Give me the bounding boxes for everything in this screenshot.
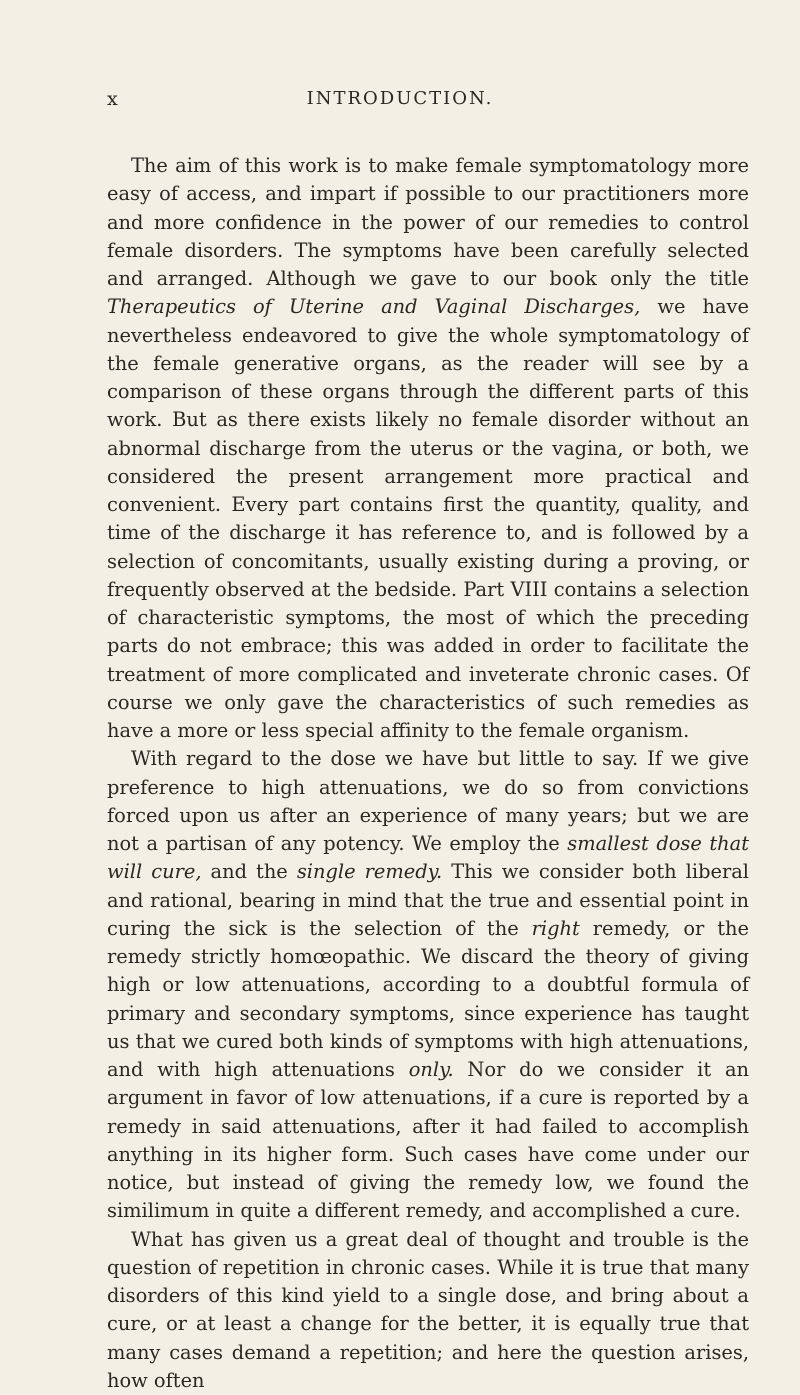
emphasis-italic: only. [409,1058,454,1081]
paragraph-aim [107,152,749,745]
emphasis-italic: single remedy. [297,860,442,883]
text-run: What has given us a great deal of thought and trouble is the question of repetition in chronic cases. While it is true that many disorders of this kind yield to a single dose, and bring about a cure, or at least a change for the better, it is equally true that many cases demand a repetition; and here the question arises, how often [107,1228,749,1392]
body-text [107,152,749,1395]
text-run: This we consider both liberal and rational, bearing in mind that the true and essential point in curing the sick is the selection of the [107,860,749,940]
book-title-italic: Therapeutics of Uterine and Vaginal Discharges, [107,295,640,318]
page-number: x [107,88,119,110]
page-header [0,88,800,118]
text-run: The aim of this work is to make female symptomatology more easy of access, and impart if possible to our practitioners more and more confidence in the power of our remedies to control female disorders. The symptoms have been carefully selected and arranged. Although we gave to our book only the title [107,154,749,290]
running-title: INTRODUCTION. [0,88,800,109]
emphasis-italic: smallest dose that will cure, [107,832,749,883]
emphasis-italic: right [532,917,580,940]
text-run: we have nevertheless endeavored to give the whole symptomatology of the female generative organs, as the reader will see by a comparison of these organs through the different parts of this work. But as there exists likely no female disorder without an abnormal discharge from the uterus or the vagina, or both, we considered the present arrangement more practical and convenient. Every part contains first the quantity, quality, and time of the discharge it has reference to, and is followed by a selection of concomitants, usually existing during a proving, or frequently observed at the bedside. Part VIII contains a selection of characteristic symptoms, the most of which the preceding parts do not embrace; this was added in order to facilitate the treatment of more complicated and inveterate chronic cases. Of course we only gave the characteristics of such remedies as have a more or less special affinity to the female organism. [107,295,749,742]
text-run: and the [202,860,297,883]
text-run: With regard to the dose we have but little to say. If we give preference to high attenuations, we do so from convictions forced upon us after an experience of many years; but we are not a partisan of any potency. We employ the [107,747,749,855]
text-run: remedy, or the remedy strictly homœopathic. We discard the theory of giving high or low attenuations, according to a doubtful formula of primary and secondary symptoms, since experience has taught us that we cured both kinds of symptoms with high attenuations, and with high attenuations [107,917,749,1081]
text-run: Nor do we consider it an argument in favor of low attenuations, if a cure is reported by a remedy in said attenuations, after it had failed to accomplish anything in its higher form. Such cases have come under our notice, but instead of giving the remedy low, we found the similimum in quite a different remedy, and accomplished a cure. [107,1058,749,1222]
paragraph-dose [107,745,749,1225]
paragraph-repetition [107,1226,749,1395]
